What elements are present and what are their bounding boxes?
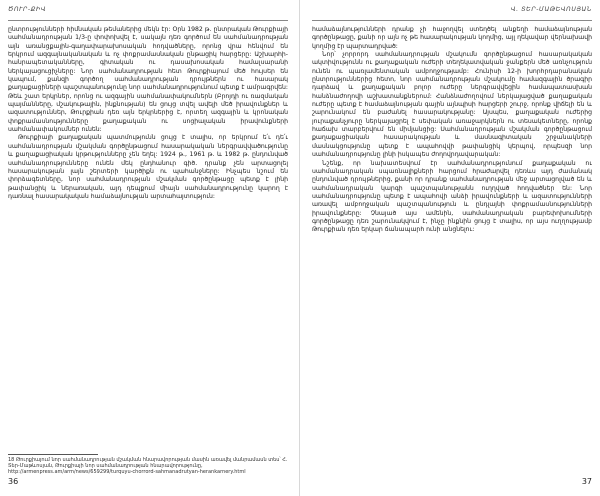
header-rule-right <box>312 20 592 21</box>
body-text-right <box>312 26 592 441</box>
right-paragraph-2: Նոր՝ չորրորդ սահմանադրության մշակումն գործընթացում հասարակական ակտիվությունն ու քաղաքական ուժերի տեղեկատվական ջանքերն մեծ առնչություն ունեն ու պառլամենտական ամբողջությամբ: Հունիսի 12-ի խորհրդարանական ընտրություններից հետո, նոր սահմանադրության մշակումը համազգային ծրագիր դարձավ և քաղաքական բոլոր ուժերը ներգրավվեցին համապատասխան հանձնաժողովի աշխատանքներում: Հանձնաժողովում ներկայացված քաղաքական ուժերը պետք է համաձայնության գային այնպիսի հարցերի շուրջ, որոնք վիճելի են և շարունակում են բաժանել հասարակությանը: Այսպես, քաղաքական ուժերից յուրաքանչյուրը ներկայացրել է սեփական առաջարկներն ու տեսակետները, որոնք հաճախ տարբերվում են միմյանցից: Սահմանադրության մշակման գործընթացում քաղաքացիական հասարակության և մասնագիտական շրջանակների մասնակցությունը պետք է ապահովվի թափանցիկ կերպով, որպեսզի նոր սահմանադրությունը լինի իսկապես ժողովրդավարական: <box>312 51 592 159</box>
footnote-area <box>8 454 288 475</box>
running-head-right: Վ. ՏԵՐ-ՄԱԹԵՎՈՍՅԱՆ <box>510 6 592 13</box>
left-paragraph-1: ընտրությունների հիմնական թեմաներից մեկն էր: Օրն 1982 թ. ընտրական Թուրքիայի սահմանադրության 1/3-ը փոփոխվել է, սակայն դեռ գործում են սահմանադրության այն առանցքային-գաղափարախոսական հոդվածները, որոնց վրա հենվում են երկրում ազգայնականական և ոչ փոքրամասնական ընթացիկ հարցերը: Աշխարհի-հանրապետականները, գիտական ու դասախոսական համալսարանի ներկայացուցիչները: Նոր սահմանադրության հետ Թուրքիայում մեծ հույսեր են կապում, քանզի գործող սահմանադրության դրույթներն ու հասարակ քաղաքացիների պաշտպանությունը նոր սահմանադրությունում պետք է ամրագրվեն: Թեև շատ երկրներ, որոնց ու ազգային սահմանափակումներն (Բրոյդի ու ռազմական պայմանները, մշակութային, ինքնության) են ցույց տվել ավելի մեծ իրավունքներ և ազատություններ, Թուրքիան դեռ այն երկրներից է, որտեղ ազգային և կրոնական փոքրամասնությունները քաղաքական ու սոցիալական իրավունքների սահմանափակումներ ունեն: <box>8 26 288 134</box>
right-page <box>300 0 600 496</box>
running-head-left: ԾՈՒՐ-ՔԻՎ <box>8 6 47 13</box>
footnote-18: 18 Թուրքիայում նոր սահմանադրության մշակման հնարավորության մասին առավել մանրամասն տես՝ Հ. Տեր-Մաթևոսյան, Թուրքիայի նոր սահմանադրության հնարավորությունը, http://armenpress.am/arm/news/659299/turquyu-chorrord-sahmanadrutyan-herankarnery.html <box>8 457 288 476</box>
right-paragraph-3: Նշենք, որ նախատեսվում էր սահմանադրությունում քաղաքական ու սահմանադրական սպառնալիքների հարցում հրաժարվել դեռևս այդ ժամանակ ընդունված դրույթներից, քանի որ դրանք սահմանադրության մեջ արտացոլված են և սահմանադրական կարգի պաշտպանությանն ուղղված հոդվածներ են: Նոր սահմանադրությունը պետք է ապահովի անձի իրավունքների և ազատությունների առավել ամբողջական պաշտպանություն և ընդլայնի փոքրամասնությունների իրավունքները: Չնայած այս ամենին, սահմանադրական բարեփոխումների գործընթացը դեռ շարունակվում է, ինչը ինքնին ցույց է տալիս, որ այս ուղղությամբ Թուրքիան դեռ երկար ճանապարհ ունի անցնելու: <box>312 159 592 234</box>
footnote-rule <box>8 454 98 455</box>
right-paragraph-1: համաձայնությունների դրանք չի հաջողվել ստեղծել անքեղի համաձայնության գործընթացը, քանի որ այն ոչ թե հասարակության կողմից, այլ ղեկավար վերնախավի կողմից էր պարտադրված: <box>312 26 592 50</box>
left-paragraph-2: Թուրքիայի քաղաքական պատմությունն ցույց է տալիս, որ երկրում ե՛ւ դե՛ւ սահմանադրության մշակման գործընթացում հասարակական ներգրավվածությունը և քաղաքացիական կրթությունները չեն եղել: 1924 թ., 1961 թ. և 1982 թ. ընդունված սահմանադրությունները ունեն մեկ ընդհանուր գիծ. դրանք չեն արտացոլել հասարակության լայն շերտերի կարծիքն ու պահանջները: Ինչպես նշում են փորձագետները, նոր սահմանադրության մշակման գործընթացը պետք է լինի թափանցիկ և ներառական, այդ դեպքում միայն սահմանադրությունը կարող է դառնալ հասարակական համաձայնության արտահայտություն: <box>8 134 288 200</box>
header-rule-left <box>8 20 288 21</box>
body-text-left <box>8 26 288 441</box>
page-number-right: 37 <box>581 477 592 486</box>
page-number-left: 36 <box>8 477 19 486</box>
